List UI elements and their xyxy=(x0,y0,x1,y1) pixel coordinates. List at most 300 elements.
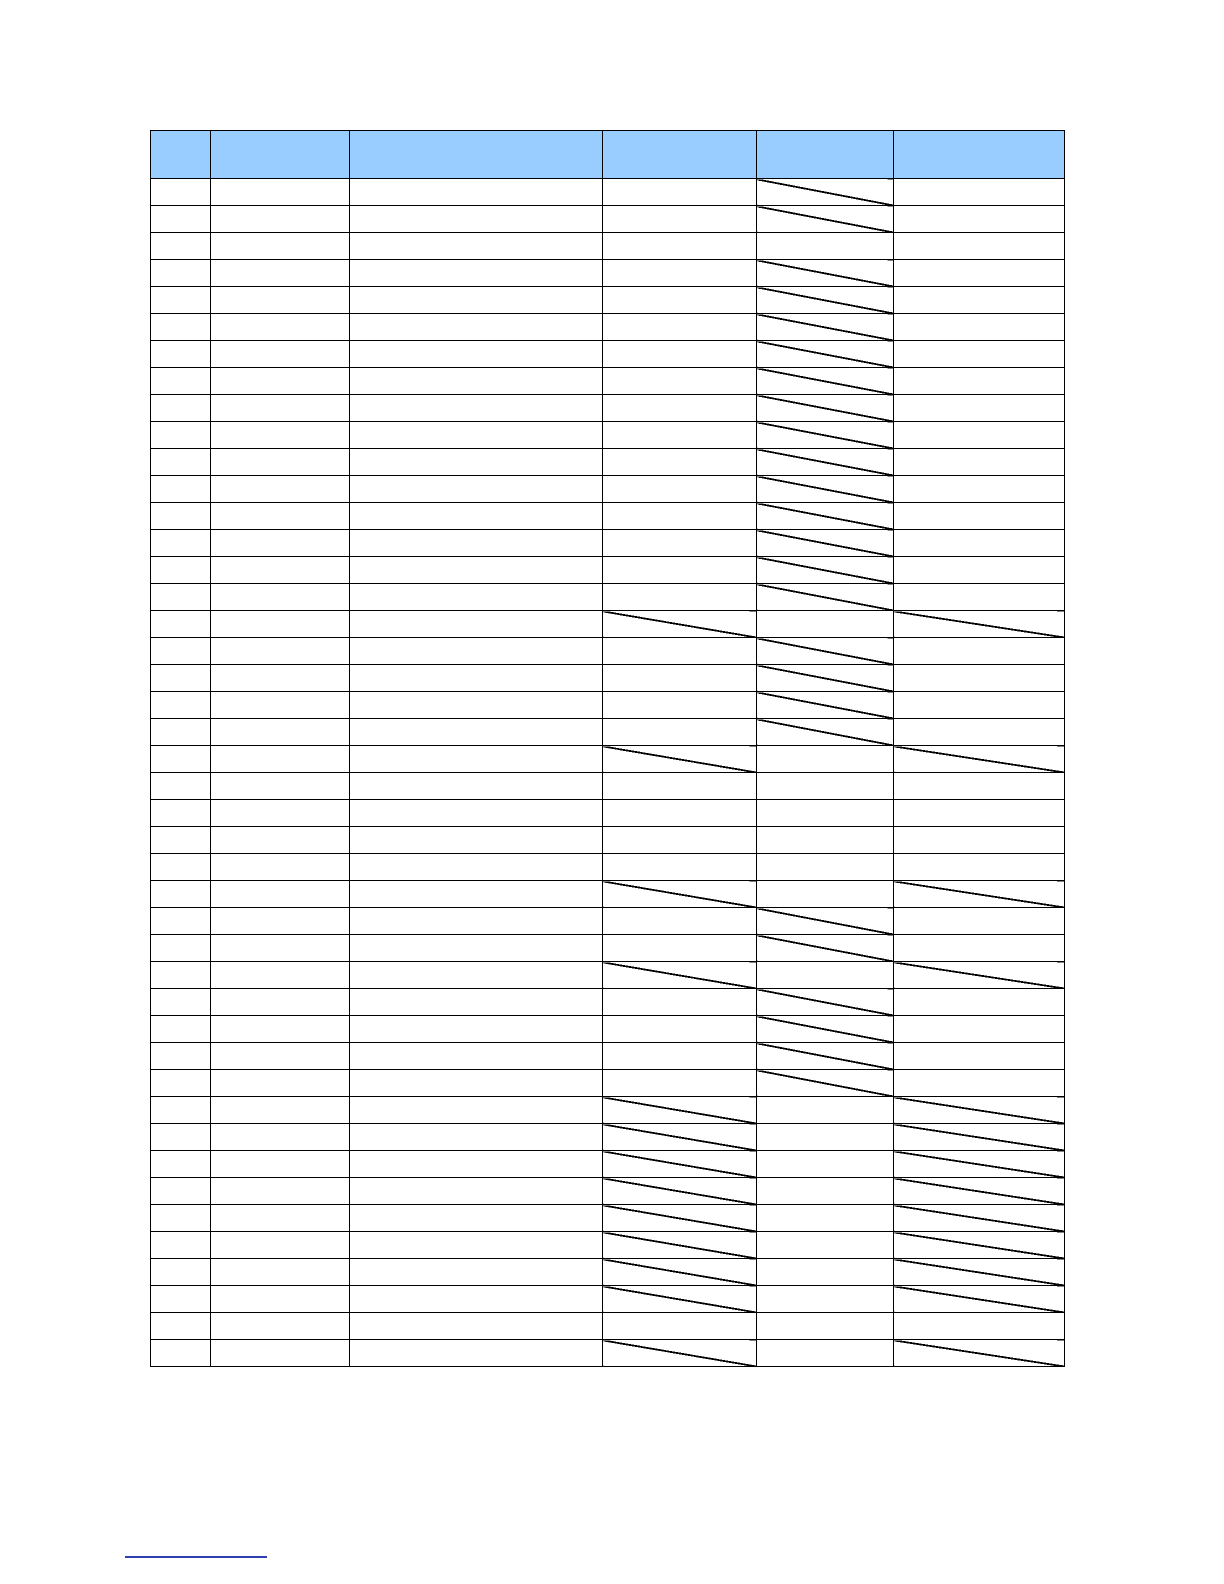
table-cell xyxy=(350,341,603,368)
table-row xyxy=(151,1070,1065,1097)
table-cell xyxy=(603,989,757,1016)
table-cell xyxy=(211,395,350,422)
table-cell xyxy=(350,989,603,1016)
table-row xyxy=(151,989,1065,1016)
table-row xyxy=(151,719,1065,746)
table-cell-slashed xyxy=(894,1232,1065,1259)
table-cell xyxy=(151,314,211,341)
table-cell xyxy=(211,1124,350,1151)
table-cell-slashed xyxy=(603,1124,757,1151)
table-cell xyxy=(211,503,350,530)
table-cell xyxy=(151,1124,211,1151)
table-cell xyxy=(151,395,211,422)
table-cell xyxy=(151,800,211,827)
table-cell xyxy=(894,179,1065,206)
table-cell xyxy=(350,746,603,773)
table-cell xyxy=(151,1070,211,1097)
table-cell-slashed xyxy=(894,1178,1065,1205)
table-cell xyxy=(211,611,350,638)
table-cell xyxy=(151,989,211,1016)
table-cell xyxy=(894,422,1065,449)
table-cell xyxy=(894,1313,1065,1340)
table-cell xyxy=(603,584,757,611)
table-cell xyxy=(151,422,211,449)
table-cell xyxy=(211,1286,350,1313)
table-row xyxy=(151,422,1065,449)
table-cell xyxy=(211,1178,350,1205)
header-cell-5 xyxy=(757,131,894,179)
table-cell xyxy=(894,260,1065,287)
table-cell xyxy=(211,314,350,341)
header-row xyxy=(151,131,1065,179)
table-cell-slashed xyxy=(603,611,757,638)
table-cell xyxy=(211,1043,350,1070)
table-cell xyxy=(894,638,1065,665)
table-row xyxy=(151,1205,1065,1232)
table-cell-slashed xyxy=(757,260,894,287)
table-cell xyxy=(151,557,211,584)
table-cell xyxy=(151,611,211,638)
table-row xyxy=(151,233,1065,260)
table-cell xyxy=(894,233,1065,260)
table-cell-slashed xyxy=(757,908,894,935)
table-cell xyxy=(757,1340,894,1367)
table-row xyxy=(151,1340,1065,1367)
table-cell xyxy=(151,1205,211,1232)
table-cell xyxy=(603,422,757,449)
table-cell xyxy=(151,530,211,557)
table-cell xyxy=(603,233,757,260)
table-row xyxy=(151,854,1065,881)
table-cell xyxy=(151,746,211,773)
table-row xyxy=(151,503,1065,530)
table-cell xyxy=(603,800,757,827)
table-row xyxy=(151,800,1065,827)
table-cell xyxy=(894,368,1065,395)
table-row xyxy=(151,206,1065,233)
table-cell xyxy=(894,1016,1065,1043)
table-cell xyxy=(151,260,211,287)
table-cell xyxy=(894,854,1065,881)
table-cell xyxy=(350,1205,603,1232)
table-row xyxy=(151,746,1065,773)
table-cell xyxy=(757,1178,894,1205)
table-cell xyxy=(151,665,211,692)
table-cell-slashed xyxy=(603,881,757,908)
table-row xyxy=(151,665,1065,692)
header-cell-1 xyxy=(151,131,211,179)
table-cell xyxy=(603,719,757,746)
table-row xyxy=(151,611,1065,638)
table-cell xyxy=(211,962,350,989)
table-cell xyxy=(350,800,603,827)
table-cell xyxy=(350,287,603,314)
table-cell xyxy=(211,476,350,503)
table-cell xyxy=(350,1340,603,1367)
table-cell-slashed xyxy=(603,1286,757,1313)
table-cell xyxy=(151,881,211,908)
table-cell-slashed xyxy=(757,314,894,341)
table-cell xyxy=(151,908,211,935)
table-row xyxy=(151,584,1065,611)
table-cell xyxy=(350,1124,603,1151)
table-cell xyxy=(757,611,894,638)
table-cell xyxy=(603,476,757,503)
table-row xyxy=(151,1232,1065,1259)
table-cell xyxy=(757,1313,894,1340)
table-cell-slashed xyxy=(757,476,894,503)
table-cell xyxy=(151,692,211,719)
table-cell xyxy=(603,503,757,530)
table-cell xyxy=(211,1205,350,1232)
table-cell-slashed xyxy=(757,341,894,368)
table-row xyxy=(151,368,1065,395)
table-row xyxy=(151,395,1065,422)
table-row xyxy=(151,449,1065,476)
table-cell-slashed xyxy=(603,1340,757,1367)
table-cell xyxy=(894,1070,1065,1097)
table-row xyxy=(151,935,1065,962)
table-cell xyxy=(151,206,211,233)
table-cell xyxy=(350,1178,603,1205)
table-cell-slashed xyxy=(603,1097,757,1124)
table-cell xyxy=(211,206,350,233)
table-cell-slashed xyxy=(757,179,894,206)
table-cell-slashed xyxy=(894,1259,1065,1286)
table-cell xyxy=(151,1016,211,1043)
table-cell xyxy=(603,368,757,395)
table-cell xyxy=(894,800,1065,827)
table-cell xyxy=(894,341,1065,368)
table-cell xyxy=(211,719,350,746)
table-cell xyxy=(603,395,757,422)
table-cell xyxy=(350,476,603,503)
table-cell xyxy=(894,449,1065,476)
table-cell xyxy=(894,476,1065,503)
table-cell-slashed xyxy=(603,962,757,989)
table-cell-slashed xyxy=(603,1259,757,1286)
table-cell xyxy=(350,638,603,665)
table-cell xyxy=(603,179,757,206)
table-cell xyxy=(350,1097,603,1124)
table-cell xyxy=(211,989,350,1016)
table-cell xyxy=(350,314,603,341)
table-row xyxy=(151,1259,1065,1286)
table-cell xyxy=(350,179,603,206)
table-cell xyxy=(603,935,757,962)
table-cell xyxy=(350,908,603,935)
table-cell xyxy=(211,692,350,719)
table-cell xyxy=(211,773,350,800)
data-table xyxy=(150,130,1065,1367)
table-row xyxy=(151,881,1065,908)
header-cell-6 xyxy=(894,131,1065,179)
table-cell xyxy=(211,1097,350,1124)
table-cell xyxy=(603,530,757,557)
table-cell-slashed xyxy=(757,935,894,962)
table-cell xyxy=(757,800,894,827)
table-cell xyxy=(211,1016,350,1043)
table-cell xyxy=(350,395,603,422)
header-cell-4 xyxy=(603,131,757,179)
table-cell xyxy=(211,530,350,557)
table-cell-slashed xyxy=(894,1151,1065,1178)
table-row xyxy=(151,341,1065,368)
table-cell xyxy=(211,1340,350,1367)
table-cell xyxy=(350,1043,603,1070)
table-cell-slashed xyxy=(757,422,894,449)
table-cell-slashed xyxy=(757,287,894,314)
table-cell xyxy=(151,1340,211,1367)
table-row xyxy=(151,476,1065,503)
table-cell xyxy=(894,530,1065,557)
table-cell xyxy=(211,746,350,773)
table-cell xyxy=(151,341,211,368)
table-cell xyxy=(151,1097,211,1124)
table-cell xyxy=(350,1259,603,1286)
table-cell xyxy=(603,827,757,854)
table-cell xyxy=(894,773,1065,800)
table-cell xyxy=(211,422,350,449)
table-cell xyxy=(603,206,757,233)
table-cell-slashed xyxy=(757,557,894,584)
table-cell-slashed xyxy=(757,719,894,746)
table-cell xyxy=(211,665,350,692)
table-cell xyxy=(894,719,1065,746)
table-cell xyxy=(211,908,350,935)
table-cell-slashed xyxy=(757,692,894,719)
table-cell xyxy=(151,1178,211,1205)
table-cell xyxy=(350,557,603,584)
table-row xyxy=(151,179,1065,206)
table-cell xyxy=(603,908,757,935)
table-cell xyxy=(757,1124,894,1151)
table-row xyxy=(151,530,1065,557)
table-cell-slashed xyxy=(603,746,757,773)
table-cell xyxy=(151,719,211,746)
table-cell-slashed xyxy=(757,1043,894,1070)
table-cell xyxy=(350,665,603,692)
table-cell xyxy=(757,962,894,989)
table-cell xyxy=(757,746,894,773)
table-row xyxy=(151,1286,1065,1313)
table-cell xyxy=(211,1259,350,1286)
table-row xyxy=(151,314,1065,341)
table-cell xyxy=(211,854,350,881)
table-cell-slashed xyxy=(757,395,894,422)
table-cell xyxy=(603,692,757,719)
table-cell xyxy=(350,260,603,287)
table-cell xyxy=(350,1151,603,1178)
table-cell xyxy=(757,773,894,800)
table-cell xyxy=(350,773,603,800)
header-cell-2 xyxy=(211,131,350,179)
table-cell xyxy=(350,1070,603,1097)
table-cell-slashed xyxy=(894,1286,1065,1313)
table-cell xyxy=(151,638,211,665)
table-cell xyxy=(350,962,603,989)
table-cell xyxy=(603,1043,757,1070)
table-cell xyxy=(211,1070,350,1097)
table-cell-slashed xyxy=(757,665,894,692)
table-cell-slashed xyxy=(757,584,894,611)
table-cell xyxy=(151,476,211,503)
table-cell xyxy=(603,665,757,692)
header-cell-3 xyxy=(350,131,603,179)
table-row xyxy=(151,692,1065,719)
table-cell xyxy=(603,773,757,800)
table-cell xyxy=(350,692,603,719)
table-cell xyxy=(603,314,757,341)
table-cell xyxy=(894,584,1065,611)
table-row xyxy=(151,260,1065,287)
table-cell xyxy=(894,557,1065,584)
table-cell-slashed xyxy=(757,206,894,233)
table-cell-slashed xyxy=(757,530,894,557)
table-cell xyxy=(350,1232,603,1259)
table-row xyxy=(151,773,1065,800)
table-cell xyxy=(211,827,350,854)
table-row xyxy=(151,962,1065,989)
table-cell xyxy=(757,1259,894,1286)
table-row xyxy=(151,1124,1065,1151)
table-cell-slashed xyxy=(757,989,894,1016)
table-row xyxy=(151,1313,1065,1340)
table-cell xyxy=(151,368,211,395)
table-cell xyxy=(211,233,350,260)
table-cell-slashed xyxy=(757,503,894,530)
table-cell xyxy=(757,1232,894,1259)
table-cell-slashed xyxy=(894,746,1065,773)
table-cell xyxy=(603,557,757,584)
table-cell xyxy=(350,1313,603,1340)
table-cell-slashed xyxy=(757,1070,894,1097)
table-cell xyxy=(151,935,211,962)
table-cell xyxy=(894,314,1065,341)
table-cell xyxy=(211,800,350,827)
table-cell xyxy=(894,1043,1065,1070)
table-cell xyxy=(151,962,211,989)
table-row xyxy=(151,638,1065,665)
table-cell xyxy=(894,827,1065,854)
table-cell-slashed xyxy=(603,1151,757,1178)
table-cell xyxy=(151,503,211,530)
table-cell xyxy=(350,503,603,530)
table-cell xyxy=(894,665,1065,692)
table-cell-slashed xyxy=(894,1205,1065,1232)
table-cell xyxy=(151,854,211,881)
table-cell xyxy=(603,1313,757,1340)
table-cell-slashed xyxy=(894,1124,1065,1151)
table-cell-slashed xyxy=(603,1232,757,1259)
table-cell xyxy=(757,233,894,260)
table-row xyxy=(151,908,1065,935)
table-cell xyxy=(350,530,603,557)
table-cell xyxy=(211,638,350,665)
table-cell xyxy=(151,1286,211,1313)
table-cell xyxy=(151,827,211,854)
table-cell xyxy=(757,881,894,908)
table-cell xyxy=(894,692,1065,719)
table-cell xyxy=(757,827,894,854)
table-cell-slashed xyxy=(894,881,1065,908)
table-row xyxy=(151,1178,1065,1205)
table-cell xyxy=(894,503,1065,530)
table-cell xyxy=(211,368,350,395)
table-row xyxy=(151,1043,1065,1070)
table-row xyxy=(151,1151,1065,1178)
table-cell xyxy=(151,584,211,611)
table-cell xyxy=(894,989,1065,1016)
table-cell xyxy=(757,1286,894,1313)
table-row xyxy=(151,557,1065,584)
table-cell xyxy=(603,287,757,314)
table-cell xyxy=(350,881,603,908)
table-cell xyxy=(151,773,211,800)
table-cell xyxy=(894,908,1065,935)
table-cell xyxy=(350,935,603,962)
table-cell xyxy=(894,287,1065,314)
table-cell xyxy=(211,557,350,584)
table-cell xyxy=(211,260,350,287)
table-cell xyxy=(350,719,603,746)
table-cell xyxy=(603,854,757,881)
table-cell xyxy=(211,449,350,476)
table-cell xyxy=(211,881,350,908)
table-row xyxy=(151,827,1065,854)
table-cell xyxy=(211,1232,350,1259)
table-cell xyxy=(603,1016,757,1043)
table-cell xyxy=(350,584,603,611)
table-cell xyxy=(350,449,603,476)
table-cell xyxy=(151,1313,211,1340)
table-row xyxy=(151,287,1065,314)
table-cell xyxy=(211,584,350,611)
table-cell xyxy=(211,1151,350,1178)
table-cell xyxy=(350,1016,603,1043)
table-cell xyxy=(894,206,1065,233)
table-cell-slashed xyxy=(757,638,894,665)
table-cell xyxy=(757,1205,894,1232)
table-row xyxy=(151,1016,1065,1043)
table-cell xyxy=(603,449,757,476)
table-cell xyxy=(151,287,211,314)
table-cell xyxy=(603,638,757,665)
table-cell xyxy=(894,935,1065,962)
table-cell-slashed xyxy=(757,449,894,476)
table-cell xyxy=(350,1286,603,1313)
table-cell xyxy=(350,233,603,260)
table-cell xyxy=(757,1151,894,1178)
table-cell xyxy=(350,368,603,395)
table-cell xyxy=(603,260,757,287)
table-cell xyxy=(151,179,211,206)
table-cell xyxy=(757,1097,894,1124)
table-cell xyxy=(757,854,894,881)
table-cell-slashed xyxy=(894,962,1065,989)
table-body xyxy=(151,179,1065,1367)
table-cell-slashed xyxy=(894,1097,1065,1124)
table-cell xyxy=(151,1232,211,1259)
table-cell xyxy=(603,341,757,368)
table-cell xyxy=(350,422,603,449)
table-cell xyxy=(211,179,350,206)
table-cell xyxy=(603,1070,757,1097)
table-cell-slashed xyxy=(757,1016,894,1043)
table-row xyxy=(151,1097,1065,1124)
table-cell xyxy=(211,287,350,314)
table-cell-slashed xyxy=(894,1340,1065,1367)
